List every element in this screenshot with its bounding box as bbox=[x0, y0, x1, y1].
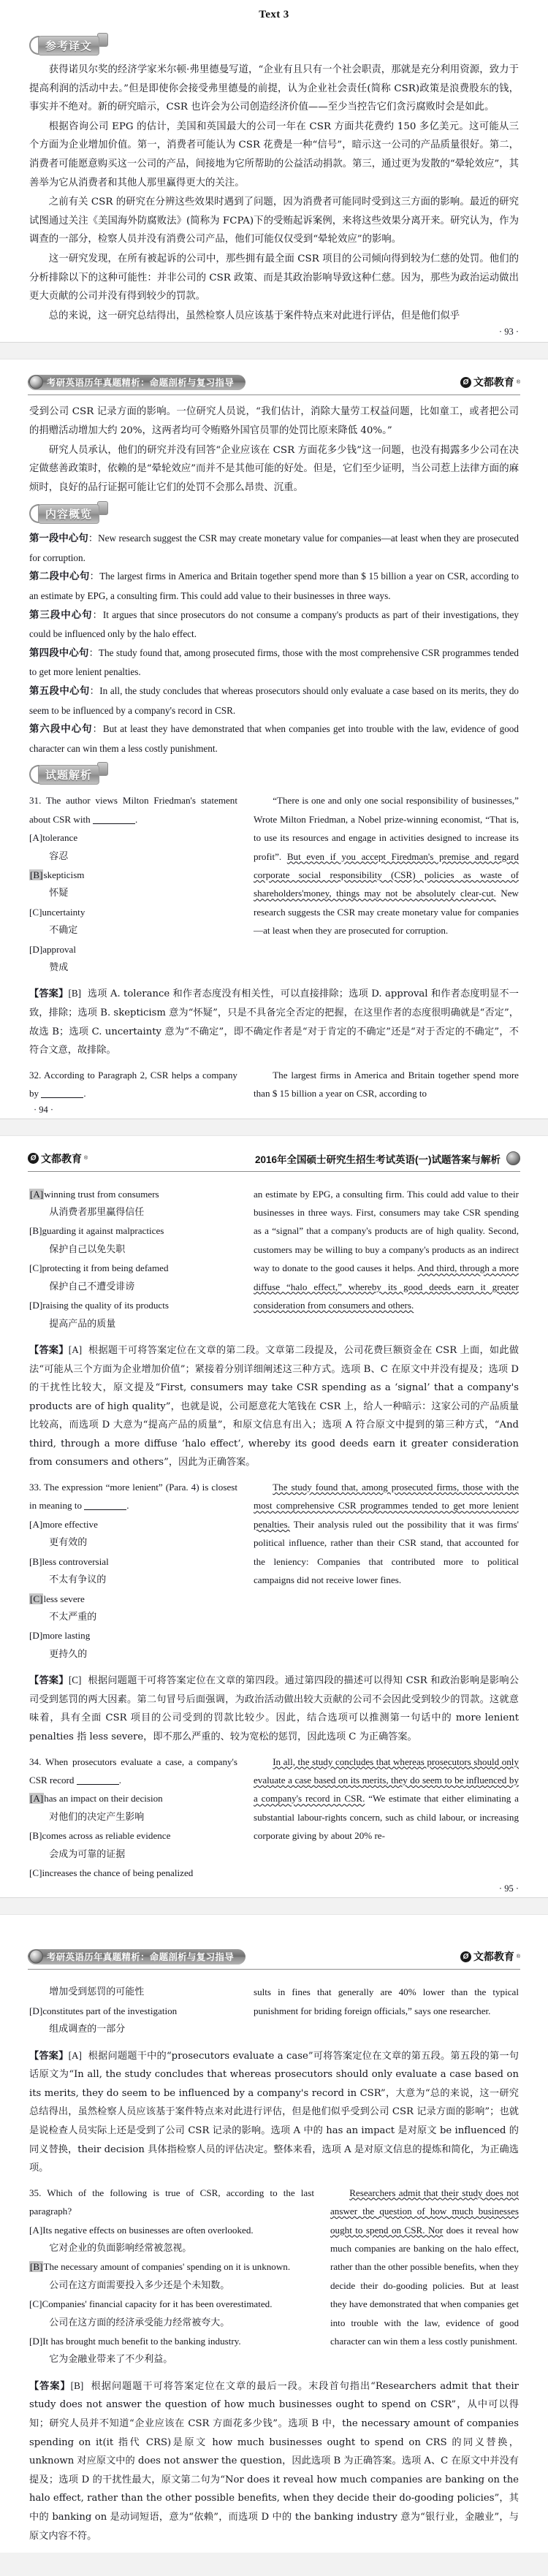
badge-translation-label: 参考译文 bbox=[38, 36, 99, 56]
option-label: [A] bbox=[29, 832, 43, 844]
answer-tag: 【答案】 bbox=[29, 2050, 69, 2062]
option-gloss: 不太有争议的 bbox=[49, 1574, 107, 1586]
overview-item-text: It argues that since prosecutors do not consume a company's products as part of their investigations, they could be influenced only by the halo effect. bbox=[29, 609, 520, 640]
option-d[interactable] bbox=[29, 940, 237, 978]
option-text: more lasting bbox=[42, 1630, 91, 1642]
option-c[interactable] bbox=[29, 1259, 237, 1296]
brand-logo bbox=[460, 1949, 520, 1964]
option-gloss: 赞成 bbox=[49, 962, 69, 974]
brand-logo bbox=[28, 1151, 88, 1166]
exam-title: 2016年全国硕士研究生招生考试英语(一)试题答案与解析 bbox=[254, 1154, 501, 1165]
option-text: It has brought much benefit to the banking industry. bbox=[42, 2335, 241, 2347]
question-column bbox=[29, 1478, 237, 1664]
option-label: [A] bbox=[29, 2224, 43, 2236]
option-gloss: 它对企业的负面影响经常被忽视。 bbox=[49, 2242, 192, 2254]
answer-tag: 【答案】 bbox=[29, 1675, 69, 1687]
overview-item-label: 第一段中心句 bbox=[29, 533, 88, 545]
passage-column bbox=[254, 1983, 519, 2020]
option-label: [B] bbox=[30, 2261, 43, 2273]
page-number: · 93 · bbox=[498, 327, 519, 338]
option-d[interactable] bbox=[29, 2002, 237, 2039]
option-label: [C] bbox=[30, 1593, 43, 1604]
stem-period: . bbox=[126, 1500, 129, 1512]
option-label: [C] bbox=[29, 1867, 42, 1878]
answer-text: 根据问题题干中的“prosecutors evaluate a case”可将答案定位在文章的第五段。第五段的第一句话原文为“In all, the study concludes that whereas prosecutors should only evaluate a case based on its merits, they do seem to be influenced by a company's record in CSR”，大意为“总的来说，这一研究总结得出，虽然检察人员应该基于案件特点来对此进行评估，但是他们似乎受到公司 CSR 记录方面的影响”；也就是说检查人员实际上还是受到了公司 CSR 记录的影响。选项 A 中的 has an impact 是对原文 be influenced 的同义替换，their decision 具体指检察人员的评估决定。整体来看，选项 A 是对原文信息的提炼和简化，为正确选项。 bbox=[29, 2050, 519, 2174]
question-column bbox=[29, 791, 237, 977]
option-gloss: 不太严重的 bbox=[49, 1611, 97, 1623]
option-b[interactable] bbox=[29, 866, 237, 903]
option-label: [C] bbox=[29, 1262, 42, 1274]
option-gloss: 更有效的 bbox=[49, 1537, 88, 1549]
badge-translation bbox=[29, 34, 519, 56]
question-block-34-head bbox=[29, 1753, 519, 1883]
passage-excerpt: an estimate by EPG, a consulting firm. This could add value to their businesses in three ways. First, consumers may take CSR spending as a “signal” that a company's products are of high quality. Second, customers may be willing to buy a company's products as an indirect way to donate to the good causes it helps. And third, through a more diffuse “halo effect,” whereby its good deeds earn it greater consideration from consumers and others. bbox=[254, 1188, 519, 1311]
answer-text: 根据问题题干可将答案定位在文章的第四段。通过第四段的描述可以得知 CSR 和政治影响是影响公司受到惩罚的两大因素。第二句冒号后面强调，为政治活动做出较大贡献的公司不会因此受到较少的罚款。这就意味着，具有全面 CSR 项目的公司受到的罚款比较少。因此，结合选项可以推测第一句话中的 more lenient penalties 指 less severe，即不那么严重的、较为宽松的惩罚，因此选项 C 为正确答案。 bbox=[29, 1675, 520, 1742]
option-text: less severe bbox=[43, 1593, 85, 1604]
option-c[interactable] bbox=[29, 1864, 237, 1882]
option-gloss: 会成为可靠的证据 bbox=[49, 1848, 126, 1860]
question-column bbox=[29, 2184, 314, 2369]
passage-column bbox=[254, 1185, 519, 1315]
overview-item-label: 第四段中心句 bbox=[29, 647, 89, 659]
stem-period: . bbox=[134, 813, 138, 825]
option-gloss: 怀疑 bbox=[49, 888, 69, 899]
question-stem-text: Which of the following is true of CSR, according to the last paragraph? bbox=[29, 2187, 314, 2217]
option-label: [C] bbox=[29, 906, 42, 918]
option-gloss: 更持久的 bbox=[49, 1648, 88, 1660]
translation-paragraph: 总的来说，这一研究总结得出，虽然检察人员应该基于案件特点来对此进行评估，但是他们似乎 bbox=[48, 310, 460, 321]
answer-text: 根据题干可将答案定位在文章的第二段。文章第二段提及，公司花费巨额资金在 CSR 上面，如此做法“可能从三个方面为企业增加价值”；紧接着分别详细阐述这三种方式。选项 B、C 在原文中并没有提及；选项 D 的干扰性比较大，原文提及“First, consumers may take CSR spending as a ‘signal’ that a company's products are of high quality”，也就是说，公司愿意花大笔钱在 CSR 上，给人一种暗示：这家公司的产品质量比较高，而选项 D 大意为“提高产品的质量”，和原文信息有出入；选项 A 符合原文中提到的第三种方式，“And third, through a more diffuse ‘halo effect’, whereby its good deeds earn it greater consideration from consumers and others”，因此为正确答案。 bbox=[29, 1344, 520, 1468]
option-gloss: 从消费者那里赢得信任 bbox=[49, 1207, 145, 1219]
passage-column bbox=[254, 1066, 519, 1103]
question-number: 34. bbox=[29, 1756, 42, 1767]
passage-tail: does it reveal how much companies are banking on the halo effect, rather than the other possible benefits, when they decide their do-gooding policies. But at least they have demonstrated that when companies get into trouble with the law, evidence of good character can win them a less costly punishment. bbox=[330, 2224, 519, 2347]
passage-excerpt-head: The largest firms in America and Britain together spend more than $ 15 billion a year on CSR, according to bbox=[254, 1069, 519, 1100]
answer-text: 根据问题题干可将答案定位在文章的最后一段。末段首句指出“Researchers admit that their study does not answer the question of how much businesses ought to spend on CSR”，从中可以得知；研究人员并不知道“企业应该在 CSR 方面花多少钱”。选项 B 中，the necessary amount of companies spending on it(it 指代 CRS)是原文 how much businesses ought to spend on CRS 的同义替换，unknown 对应原文中的 does not answer the question，因此选项 B 为正确答案。选项 A、C 在原文中并没有提及；选项 D 的干扰性最大，原文第二句为“Nor does it reveal how much companies are banking on the halo effect, rather than the other possible benefits, when they decide their do-gooding policies”，其中的 banking on 是动词短语，意为“依赖”，而选项 D 中的 the banking industry 意为“银行业，金融业”，与原文内容不符。 bbox=[29, 2380, 519, 2542]
option-label: [D] bbox=[29, 1300, 43, 1311]
question-stem-text: The expression “more lenient” (Para. 4) is closest in meaning to bbox=[29, 1482, 237, 1512]
question-block-32-body bbox=[29, 1185, 519, 1333]
overview-item: 第三段中心句：It argues that since prosecutors do not consume a company's products as part of their investigations, they could be influenced only by the halo effect. bbox=[29, 609, 520, 640]
book-title-text: 考研英语历年真题精析：命题剖析与复习指导 bbox=[47, 1952, 235, 1963]
running-head-right bbox=[28, 1146, 520, 1172]
page-93 bbox=[0, 0, 548, 342]
translation-paragraph: 根据咨询公司 EPG 的估计，美国和英国最大的公司一年在 CSR 方面共花费约 150 多亿美元。这可能从三个方面为企业增加价值。第一，消费者可能认为 CSR 花费是一种“信号”，暗示这一公司的产品质量很好。第二，消费者可能愿意购买这一公司的产品，间接地为它所帮助的公益活动捐款。第三，通过更为发散的“晕轮效应”，其善举为它从消费者和其他人那里赢得更大的关注。 bbox=[29, 121, 519, 188]
answer-explanation-33 bbox=[29, 1671, 519, 1746]
option-label: [B] bbox=[29, 1555, 42, 1567]
stem-period: . bbox=[118, 1774, 122, 1786]
passage-excerpt-cont: sults in fines that generally are 40% lower than the typical punishment for briding foreign officials,” says one researcher. bbox=[254, 1986, 519, 2016]
option-text: protecting it from being defamed bbox=[42, 1262, 169, 1274]
option-b[interactable] bbox=[29, 1826, 237, 1864]
answer-explanation-31 bbox=[29, 984, 519, 1059]
page-96-body bbox=[29, 1970, 519, 2545]
answer-tag: 【答案】 bbox=[29, 988, 69, 1000]
option-d[interactable] bbox=[29, 1626, 237, 1664]
option-gloss: 提高产品的质量 bbox=[49, 1318, 116, 1330]
book-title-text: 考研英语历年真题精析：命题剖析与复习指导 bbox=[47, 378, 235, 389]
question-block-33 bbox=[29, 1478, 519, 1664]
brand-name: 文都教育 bbox=[41, 1152, 82, 1165]
page-94-body bbox=[29, 395, 519, 1115]
registered-icon: ® bbox=[516, 379, 520, 385]
translation-paragraph: 获得诺贝尔奖的经济学家米尔顿·弗里德曼写道，“企业有且只有一个社会职责，那就是充分利用资源，致力于提高利润的活动中去。”但是即使你会接受弗里德曼的前提，认为企业社会责任(简称 CSR)政策是浪费股东的钱，事实并不绝对。新的研究暗示，CSR 也许会为公司创造经济价值——至少当控告它们贪污腐败时会是如此。 bbox=[29, 64, 519, 113]
stem-period: . bbox=[83, 1088, 86, 1100]
option-label: [C] bbox=[29, 2298, 42, 2310]
question-stem-text: When prosecutors evaluate a case, a company's CSR record bbox=[29, 1756, 237, 1786]
answer-text: 选项 A. tolerance 和作者态度没有相关性，可以直接排除；选项 D. approval 和作者态度明显不一致，排除；选项 B. skepticism 意为“怀疑”，只是不具备完全否定的把握，在这里作者的态度很明确就是“否定”，故选 B；选项 C. uncertainty 意为“不确定”，即不确定作者是“对于肯定的不确定”还是“对于否定的不确定”，不符合文意，故排除。 bbox=[29, 988, 519, 1056]
option-label: [D] bbox=[29, 2005, 43, 2016]
overview-item: 第四段中心句：The study found that, among prosecuted firms, those with the most comprehensive CSR programmes tended to get more lenient penalties. bbox=[29, 647, 520, 678]
badge-analysis bbox=[29, 763, 519, 785]
overview-item-label: 第六段中心句 bbox=[29, 724, 93, 736]
answer-tag: 【答案】 bbox=[29, 1344, 69, 1356]
overview-item-text: The largest firms in America and Britain together spend more than $ 15 billion a year on CSR, according to an estimate by EPG, a consulting firm. This could add value to their businesses in three ways. bbox=[29, 571, 520, 602]
option-label: [B] bbox=[29, 1830, 42, 1842]
page-separator bbox=[0, 1119, 548, 1136]
option-gloss: 保护自己以免失职 bbox=[49, 1243, 126, 1255]
brand-logo bbox=[460, 375, 520, 389]
option-text: guarding it against malpractices bbox=[42, 1225, 164, 1237]
option-label: [D] bbox=[29, 943, 43, 955]
option-d[interactable] bbox=[29, 1296, 237, 1333]
option-text: uncertainty bbox=[42, 906, 85, 918]
answer-key: [A] bbox=[68, 1344, 83, 1355]
overview-item-text: In all, the study concludes that whereas prosecutors should only evaluate a case based on its merits, they do seem to be influenced by a company's record in CSR. bbox=[29, 685, 520, 716]
option-label: [A] bbox=[30, 1793, 44, 1805]
option-gloss: 增加受到惩罚的可能性 bbox=[49, 1986, 145, 1998]
brand-mark-icon: Ø bbox=[28, 1153, 39, 1164]
passage-excerpt: In all, the study concludes that whereas prosecutors should only evaluate a case based on its merits, they do seem to be influenced by a company's record in CSR. “We estimate that either eliminating a substantial labour-rights concern, such as child labour, or increasing corporate giving by about 20% re- bbox=[254, 1756, 519, 1842]
passage-column bbox=[254, 791, 519, 940]
passage-column bbox=[330, 2184, 519, 2351]
option-b[interactable] bbox=[29, 2257, 314, 2295]
question-column bbox=[29, 1066, 237, 1103]
option-gloss: 不确定 bbox=[49, 925, 78, 937]
passage-excerpt bbox=[254, 791, 519, 940]
passage-tail: Their analysis ruled out the possibility that it was firms' political influence, rather than their CSR stand, that accounted for the leniency: Companies that contributed more to political campaigns did not receive lower fines. bbox=[254, 1518, 519, 1586]
text-title: Text 3 bbox=[259, 9, 289, 20]
option-gloss: 保护自己不遭受诽谤 bbox=[49, 1281, 135, 1292]
option-text: Companies' financial capacity for it has been overestimated. bbox=[42, 2298, 273, 2310]
option-gloss: 公司在这方面的经济承受能力经常被夸大。 bbox=[49, 2317, 230, 2328]
answer-explanation-34 bbox=[29, 2046, 519, 2178]
passage-highlight: In all, the study concludes that whereas prosecutors should only evaluate a case based on its merits, they do seem to be influenced by a company's record in CSR. bbox=[254, 1756, 519, 1805]
option-text: increases the chance of being penalized bbox=[42, 1867, 194, 1878]
translation-paragraph-cont: 研究人员承认，他们的研究并没有回答“企业应该在 CSR 方面花多少钱”这一问题，也没有揭露多少公司在决定做慈善政策时，依赖的是“晕轮效应”而并不是其他可能的好处。但是，它们至少证明，当公司惹上法律方面的麻烦时，良好的品行证据可能让它们的处罚不会那么昂贵、沉重。 bbox=[29, 444, 519, 493]
question-number: 33. bbox=[29, 1482, 42, 1493]
question-stem bbox=[29, 1753, 237, 1790]
page-95-body bbox=[29, 1172, 519, 1895]
badge-overview-label: 内容概览 bbox=[38, 504, 99, 524]
translation-paragraph: 这一研究发现，在所有被起诉的公司中，那些拥有最全面 CSR 项目的公司倾向得到较为仁慈的处罚。他们的分析排除以下的这种可能性：并非公司的 CSR 政策、而是其政治影响导致这种仁慈。因为，那些为政治运动做出更大贡献的公司并没有得到较少的罚款。 bbox=[29, 253, 519, 302]
option-text: raising the quality of its products bbox=[42, 1300, 169, 1311]
option-text: skepticism bbox=[43, 869, 85, 881]
passage-highlight: Researchers admit that their study does not answer the question of how much businesses ought to spend on CSR. Nor bbox=[330, 2187, 519, 2236]
answer-tag: 【答案】 bbox=[29, 2380, 71, 2392]
answer-blank[interactable] bbox=[77, 1784, 119, 1785]
option-text: winning trust from consumers bbox=[44, 1188, 159, 1200]
overview-item: 第五段中心句：In all, the study concludes that whereas prosecutors should only evaluate a case based on its merits, they do seem to be influenced by a company's record in CSR. bbox=[29, 685, 520, 716]
option-label: [B] bbox=[29, 1225, 42, 1237]
passage-excerpt bbox=[330, 2184, 519, 2351]
question-block-34-body bbox=[29, 1983, 519, 2038]
page-96 bbox=[0, 1915, 548, 2553]
translation-paragraph-cont: 受到公司 CSR 记录方面的影响。一位研究人员说，“我们估计，消除大量劳工权益问题，比如童工，或者把公司的捐赠活动增加大约 20%，这两者均可令贿赂外国官员罪的处罚比原来降低 40%。” bbox=[29, 406, 519, 436]
option-c[interactable] bbox=[29, 903, 237, 940]
question-stem-text: According to Paragraph 2, CSR helps a company by bbox=[29, 1069, 237, 1100]
option-c[interactable] bbox=[29, 2295, 314, 2332]
option-label: [A] bbox=[29, 1518, 43, 1530]
page-number: · 94 · bbox=[34, 1104, 54, 1115]
question-block-31 bbox=[29, 791, 519, 977]
question-stem bbox=[29, 1066, 237, 1103]
passage-highlight: And third, through a more diffuse “halo effect,” whereby its good deeds earn it greater consideration from consumers and others. bbox=[254, 1262, 519, 1311]
option-b[interactable] bbox=[29, 1552, 237, 1590]
overview-item-text: The study found that, among prosecuted firms, those with the most comprehensive CSR programmes tended to get more lenient penalties. bbox=[29, 647, 520, 678]
option-gloss: 组成调查的一部分 bbox=[49, 2024, 126, 2035]
page-95 bbox=[0, 1136, 548, 1898]
answer-explanation-35 bbox=[29, 2377, 519, 2545]
answer-key: [C] bbox=[68, 1674, 82, 1686]
overview-item-text: New research suggest the CSR may create monetary value for companies—at least when they are prosecuted for corruption. bbox=[29, 533, 520, 563]
option-text: comes across as reliable evidence bbox=[42, 1830, 171, 1842]
option-a[interactable] bbox=[29, 1185, 237, 1222]
seal-icon bbox=[506, 1151, 520, 1165]
option-a[interactable] bbox=[29, 828, 237, 866]
question-stem bbox=[29, 791, 237, 828]
registered-icon: ® bbox=[516, 1954, 520, 1959]
book-title-pill bbox=[28, 375, 246, 390]
translation-paragraph: 之前有关 CSR 的研究在分辨这些效果时遇到了问题，因为消费者可能同时受到这三方面的影响。最近的研究试图通过关注《美国海外防腐败法》(简称为 FCPA)下的受贿起诉案例，来将这些效果分离开来。研究认为，作为调查的一部分，检察人员并没有消费公司产品，他们可能仅仅受到“晕轮效应”的影响。 bbox=[29, 197, 519, 245]
overview-item-label: 第三段中心句 bbox=[29, 609, 93, 621]
passage-excerpt bbox=[254, 1478, 519, 1589]
option-b[interactable] bbox=[29, 1222, 237, 1259]
badge-analysis-label: 试题解析 bbox=[38, 765, 99, 785]
page-separator bbox=[0, 342, 548, 359]
question-number: 32. bbox=[29, 1069, 42, 1081]
question-number: 31. bbox=[29, 795, 42, 807]
option-gloss: 它为金融业带来了不少利益。 bbox=[49, 2354, 173, 2366]
running-head-left bbox=[28, 1944, 520, 1970]
passage-highlight: The study found that, among prosecuted firms, those with the most comprehensive CSR programmes tended to get more lenient penalties. bbox=[254, 1482, 519, 1530]
brand-mark-icon: Ø bbox=[460, 377, 471, 388]
passage-column bbox=[254, 1478, 519, 1589]
question-stem-text: The author views Milton Friedman's statement about CSR with bbox=[29, 795, 237, 825]
question-number: 35. bbox=[29, 2187, 42, 2198]
question-stem bbox=[29, 2184, 314, 2221]
option-a[interactable] bbox=[29, 2221, 314, 2258]
option-label: [D] bbox=[29, 2335, 43, 2347]
option-text: constitutes part of the investigation bbox=[42, 2005, 178, 2016]
overview-item: 第二段中心句：The largest firms in America and Britain together spend more than $ 15 billion a year on CSR, according to an estimate by EPG, a consulting firm. This could add value to their businesses in three ways. bbox=[29, 571, 520, 602]
option-gloss: 容忍 bbox=[49, 850, 69, 862]
badge-overview bbox=[29, 503, 519, 525]
seal-icon bbox=[29, 1950, 43, 1964]
page-94 bbox=[0, 359, 548, 1118]
option-c-gloss-cont bbox=[29, 1983, 237, 2001]
question-column bbox=[29, 1185, 237, 1333]
brand-name: 文都教育 bbox=[473, 376, 514, 389]
option-label: [B] bbox=[30, 869, 43, 881]
answer-blank[interactable] bbox=[93, 823, 135, 824]
option-text: tolerance bbox=[42, 832, 78, 844]
running-head-left bbox=[28, 370, 520, 395]
passage-plain: “There is one and only one social responsibility of businesses,” Wrote Milton Friedman, a Nobel prize-winning economist, “That is, to use its resources and engage in activities designed to increase its profit”. bbox=[254, 795, 519, 862]
question-stem bbox=[29, 1478, 237, 1515]
question-block-35 bbox=[29, 2184, 519, 2369]
answer-blank[interactable] bbox=[41, 1097, 83, 1098]
option-text: more effective bbox=[42, 1518, 98, 1530]
answer-key: [B] bbox=[68, 988, 82, 999]
answer-blank[interactable] bbox=[84, 1509, 126, 1510]
brand-name: 文都教育 bbox=[473, 1951, 514, 1963]
option-a[interactable] bbox=[29, 1789, 237, 1826]
answer-explanation-32 bbox=[29, 1341, 519, 1472]
option-gloss: 对他们的决定产生影响 bbox=[49, 1811, 145, 1823]
option-text: has an impact on their decision bbox=[44, 1793, 163, 1805]
overview-item: 第六段中心句：But at least they have demonstrated that when companies get into trouble with the law, evidence of good character can win them a less costly punishment. bbox=[29, 723, 519, 754]
question-column bbox=[29, 1753, 237, 1883]
overview-item-label: 第二段中心句 bbox=[29, 571, 90, 583]
overview-item-text: But at least they have demonstrated that when companies get into trouble with the law, evidence of good character can win them a less costly punishment. bbox=[29, 723, 519, 754]
option-text: less controversial bbox=[42, 1555, 109, 1567]
option-text: The necessary amount of companies' spending on it is unknown. bbox=[43, 2261, 291, 2273]
option-text: Its negative effects on businesses are often overlooked. bbox=[42, 2224, 254, 2236]
option-a[interactable] bbox=[29, 1515, 237, 1552]
brand-mark-icon: Ø bbox=[460, 1951, 471, 1962]
book-title-pill bbox=[28, 1949, 246, 1965]
option-text: approval bbox=[42, 943, 76, 955]
passage-highlight: But even if you accept Firedman's premise and regard corporate social responsibility (CSR) policies as waste of shareholders'money, things may not be absolutely clear-cut. bbox=[254, 850, 519, 899]
option-d[interactable] bbox=[29, 2332, 314, 2369]
overview-item: 第一段中心句：New research suggest the CSR may create monetary value for companies—at least when they are prosecuted for corruption. bbox=[29, 533, 520, 563]
question-block-32-head bbox=[29, 1066, 519, 1103]
overview-item-label: 第五段中心句 bbox=[29, 686, 90, 698]
option-label: [D] bbox=[29, 1630, 43, 1642]
registered-icon: ® bbox=[84, 1156, 88, 1162]
answer-key: [A] bbox=[68, 2049, 82, 2061]
page-number: · 95 · bbox=[498, 1883, 519, 1894]
option-c[interactable] bbox=[29, 1590, 237, 1627]
seal-icon bbox=[29, 376, 43, 389]
page-separator bbox=[0, 1897, 548, 1915]
option-label: [A] bbox=[30, 1188, 44, 1200]
page-93-body bbox=[29, 21, 519, 338]
question-column bbox=[29, 1983, 237, 2038]
passage-tail: New research suggests the CSR may create monetary value for companies—at least when they are prosecuted for corruption. bbox=[254, 888, 520, 937]
option-gloss: 公司在这方面需要投入多少还是个未知数。 bbox=[49, 2279, 230, 2291]
answer-key: [B] bbox=[70, 2379, 84, 2391]
passage-column bbox=[254, 1753, 519, 1845]
